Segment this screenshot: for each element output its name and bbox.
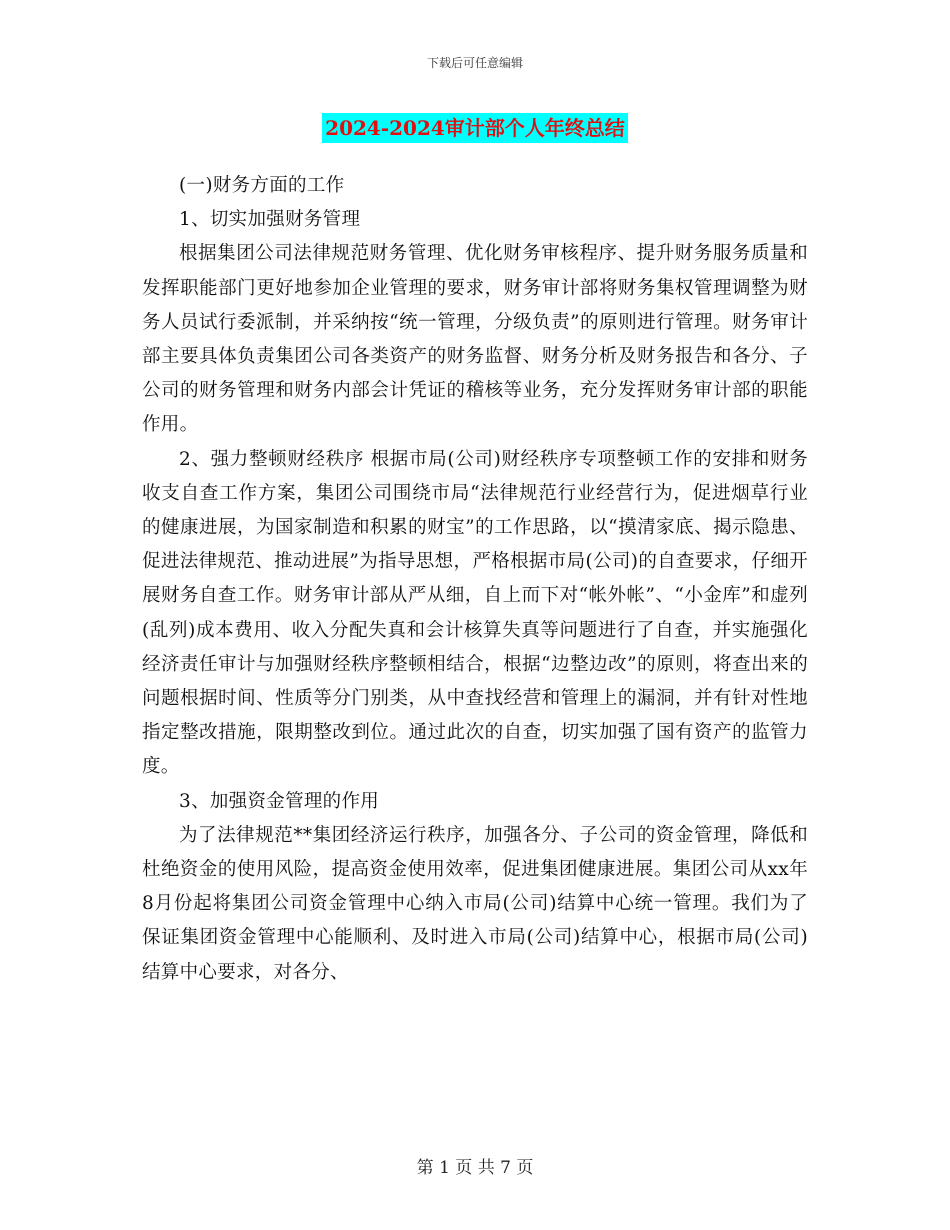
page-number-footer: 第 1 页 共 7 页 — [416, 1158, 534, 1178]
section-heading: (一)财务方面的工作 — [179, 175, 345, 196]
body-paragraph-2: 2、强力整顿财经秩序 根据市局(公司)财经秩序专项整顿工作的安排和财务收支自查工作方案，集团公司围绕市局“法律规范行业经营行为，促进烟草行业的健康进展，为国家制造和积累的财宝”的工作思路，以“摸清家底、揭示隐患、促进法律规范、推动进展”为指导思想，严格根据市局(公司)的自查要求，仔细开展财务自查工作。财务审计部从严从细，自上而下对“帐外帐”、“小金库”和虚列(乱列)成本费用、收入分配失真和会计核算失真等问题进行了自查，并实施强化经济责任审计与加强财经秩序整顿相结合，根据“边整边改”的原则，将查出来的问题根据时间、性质等分门别类，从中查找经营和管理上的漏洞，并有针对性地指定整改措施，限期整改到位。通过此次的自查，切实加强了国有资产的监管力度。 — [142, 448, 808, 778]
title-container — [0, 113, 950, 143]
subsection-heading-3: 3、加强资金管理的作用 — [179, 790, 380, 812]
body-paragraph-3: 为了法律规范**集团经济运行秩序，加强各分、子公司的资金管理，降低和杜绝资金的使用风险，提高资金使用效率，促进集团健康进展。集团公司从xx年8月份起将集团公司资金管理中心纳入市局(公司)结算中心统一管理。我们为了保证集团资金管理中心能顺利、及时进入市局(公司)结算中心，根据市局(公司)结算中心要求，对各分、 — [142, 824, 808, 983]
document-body — [142, 169, 808, 990]
page-header-note: 下载后可任意编辑 — [426, 56, 523, 70]
body-paragraph-1: 根据集团公司法律规范财务管理、优化财务审核程序、提升财务服务质量和发挥职能部门更好地参加企业管理的要求，财务审计部将财务集权管理调整为财务人员试行委派制，并采纳按“统一管理，分级负责”的原则进行管理。财务审计部主要具体负责集团公司各类资产的财务监督、财务分析及财务报告和各分、子公司的财务管理和财务内部会计凭证的稽核等业务，充分发挥财务审计部的职能作用。 — [142, 243, 808, 436]
subsection-heading-1: 1、切实加强财务管理 — [179, 209, 361, 231]
document-title: 2024-2024审计部个人年终总结 — [322, 113, 628, 143]
